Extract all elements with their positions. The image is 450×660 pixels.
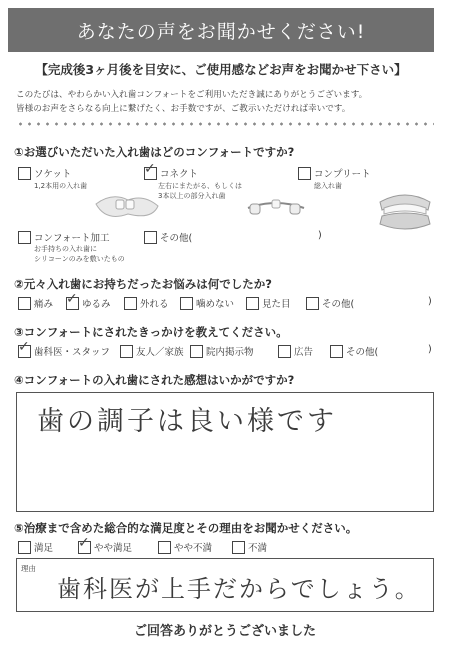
- q2-label-other: その他(: [322, 299, 355, 310]
- q1-label-complete: コンプリート: [314, 169, 371, 180]
- q2-option-appearance[interactable]: [246, 296, 291, 310]
- q3-checkbox-posting[interactable]: [190, 345, 203, 358]
- q1-note-socket: 1,2本用の入れ歯: [34, 182, 88, 190]
- q1-option-comfort-processing[interactable]: [18, 230, 110, 244]
- q1-label-comfort-processing: コンフォート加工: [34, 233, 110, 244]
- q1-option-connect[interactable]: [144, 160, 199, 180]
- q2-label-cannot-chew: 噛めない: [196, 299, 235, 310]
- q1-checkbox-complete[interactable]: [298, 167, 311, 180]
- closing-message: ご回答ありがとうございました: [133, 624, 316, 639]
- q5-option-somewhat-satisfied[interactable]: [78, 534, 133, 554]
- reason-label: 理由: [21, 564, 36, 573]
- q1-checkbox-connect[interactable]: [144, 160, 157, 180]
- q5-label-satisfied: 満足: [34, 543, 54, 554]
- page-title: あなたの声をお聞かせください!: [76, 20, 366, 43]
- q1-note-connect-line1: 左右にまたがる、もしくは: [158, 182, 242, 190]
- q1-checkbox-other[interactable]: [144, 231, 157, 244]
- q1-other-close: ): [318, 230, 322, 241]
- q1-checkbox-comfort-processing[interactable]: [18, 231, 31, 244]
- q2-option-loose[interactable]: [66, 290, 111, 310]
- q5-reason-box[interactable]: [16, 558, 434, 612]
- q1-checkbox-socket[interactable]: [18, 167, 31, 180]
- q1-option-other[interactable]: [144, 230, 192, 244]
- q5-checkbox-dissatisfied[interactable]: [232, 541, 245, 554]
- q1-note-complete: 総入れ歯: [314, 182, 342, 190]
- q3-option-other[interactable]: [330, 344, 378, 358]
- q1-option-socket[interactable]: [18, 166, 71, 180]
- q3-title: ③コンフォートにされたきっかけを教えてください。: [14, 325, 288, 339]
- q3-label-dentist-staff: 歯科医・スタッフ: [34, 347, 111, 358]
- q5-checkbox-satisfied[interactable]: [18, 541, 31, 554]
- q2-option-other[interactable]: [306, 296, 354, 310]
- q5-option-satisfied[interactable]: [18, 540, 53, 554]
- q5-label-dissatisfied: 不満: [248, 543, 268, 554]
- q2-checkbox-falls-out[interactable]: [124, 297, 137, 310]
- q5-option-somewhat-dissatisfied[interactable]: [158, 540, 212, 554]
- q2-label-loose: ゆるみ: [82, 299, 111, 310]
- q2-other-close: ): [428, 296, 432, 307]
- q2-option-pain[interactable]: [18, 296, 53, 310]
- q3-option-ad[interactable]: [278, 344, 313, 358]
- q2-label-falls-out: 外れる: [140, 299, 169, 310]
- q1-option-complete[interactable]: [298, 166, 371, 180]
- q3-option-friend-family[interactable]: [120, 344, 184, 358]
- q5-option-dissatisfied[interactable]: [232, 540, 267, 554]
- check-mark-icon: ✓: [144, 160, 156, 177]
- intro-line-1: このたびは、やわらかい入れ歯コンフォートをご利用いただき誠にありがとうございます。: [16, 90, 368, 100]
- q3-option-dentist-staff[interactable]: [18, 338, 111, 358]
- q4-answer-text: 歯の調子は良い様です: [37, 406, 337, 437]
- q1-note-connect: [158, 181, 242, 201]
- intro-line-2: 皆様のお声をさらなる向上に繋げたく、お手数ですが、ご教示いただければ幸いです。: [16, 104, 351, 114]
- check-mark-icon: ✓: [78, 534, 90, 551]
- q3-checkbox-dentist-staff[interactable]: [18, 338, 31, 358]
- q1-label-other: その他(: [160, 233, 193, 244]
- q2-checkbox-appearance[interactable]: [246, 297, 259, 310]
- q5-label-somewhat-satisfied: やや満足: [94, 543, 133, 554]
- q1-note-processing-line1: お手持ちの入れ歯に: [34, 245, 97, 253]
- q2-checkbox-pain[interactable]: [18, 297, 31, 310]
- q1-title: ①お選びいただいた入れ歯はどのコンフォートですか?: [14, 145, 295, 159]
- check-mark-icon: ✓: [18, 338, 30, 355]
- subtitle: 【完成後3ヶ月後を目安に、ご使用感などお声をお聞かせ下さい】: [35, 62, 407, 77]
- q4-title: ④コンフォートの入れ歯にされた感想はいかがですか?: [14, 373, 295, 387]
- connect-denture-image: [246, 194, 306, 222]
- q3-option-posting[interactable]: [190, 344, 254, 358]
- q1-note-comfort-processing: [34, 244, 125, 264]
- q5-checkbox-somewhat-satisfied[interactable]: [78, 534, 91, 554]
- q4-answer-box[interactable]: [16, 392, 434, 512]
- q3-label-friend-family: 友人／家族: [136, 347, 184, 358]
- q2-option-falls-out[interactable]: [124, 296, 169, 310]
- socket-denture-image: [92, 190, 162, 224]
- q2-title: ②元々入れ歯にお持ちだったお悩みは何でしたか?: [14, 277, 272, 291]
- q2-checkbox-cannot-chew[interactable]: [180, 297, 193, 310]
- q5-label-somewhat-dissatisfied: やや不満: [174, 543, 213, 554]
- q3-label-ad: 広告: [294, 347, 314, 358]
- q2-option-cannot-chew[interactable]: [180, 296, 234, 310]
- q5-reason-text: 歯科医が上手だからでしょう。: [57, 575, 421, 603]
- q1-note-connect-line2: 3本以上の部分入れ歯: [158, 192, 226, 200]
- q3-checkbox-ad[interactable]: [278, 345, 291, 358]
- q2-checkbox-other[interactable]: [306, 297, 319, 310]
- dotted-divider: [16, 122, 434, 126]
- q3-label-posting: 院内掲示物: [206, 347, 254, 358]
- q5-title: ⑤治療まで含めた総合的な満足度とその理由をお聞かせください。: [14, 521, 358, 535]
- intro-text: [16, 88, 436, 116]
- q2-checkbox-loose[interactable]: [66, 290, 79, 310]
- check-mark-icon: ✓: [66, 290, 78, 307]
- q1-note-processing-line2: シリコーンのみを敷いたもの: [34, 255, 125, 263]
- q3-checkbox-friend-family[interactable]: [120, 345, 133, 358]
- q3-other-close: ): [428, 344, 432, 355]
- q3-checkbox-other[interactable]: [330, 345, 343, 358]
- q5-checkbox-somewhat-dissatisfied[interactable]: [158, 541, 171, 554]
- title-banner: [8, 8, 434, 52]
- q2-label-appearance: 見た目: [262, 299, 291, 310]
- q1-label-connect: コネクト: [160, 169, 199, 180]
- q2-label-pain: 痛み: [34, 299, 54, 310]
- q3-label-other: その他(: [346, 347, 379, 358]
- q1-label-socket: ソケット: [34, 169, 72, 180]
- complete-denture-image: [376, 190, 434, 232]
